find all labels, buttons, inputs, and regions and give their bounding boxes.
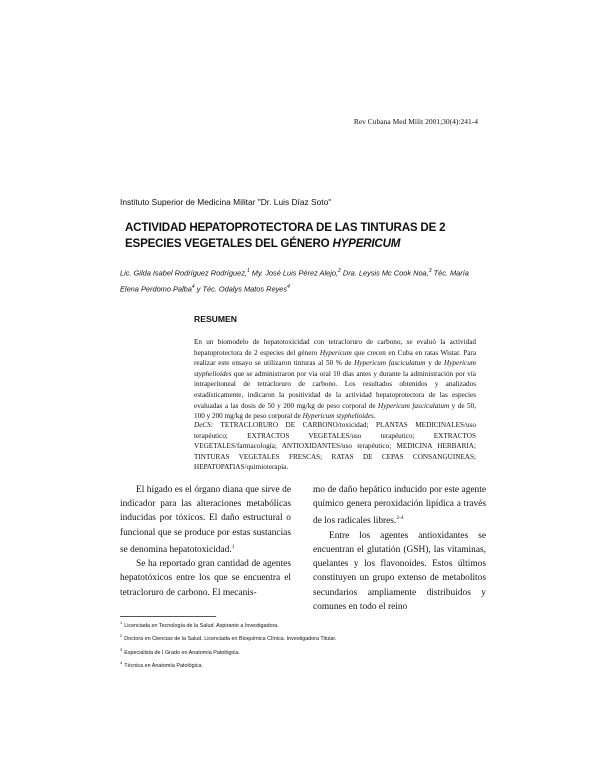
decs-label: DeCS: <box>194 421 214 429</box>
footnote-mark: 1 <box>120 620 123 625</box>
footnote-mark: 3 <box>120 646 123 652</box>
footnote-text: Licenciada en Tecnología de la Salud. Aspirante a Investigadora. <box>124 622 279 629</box>
footnote-text: Especialista de I Grado en Anatomía Patológica. <box>124 649 240 656</box>
author-affiliation-mark: 3 <box>428 268 432 274</box>
author-name: Dra. Leysis Mc Cook Noa, <box>340 268 429 278</box>
species-name: Hypericum <box>319 348 352 357</box>
footnote-item <box>120 618 490 631</box>
abstract-segment: . <box>373 412 376 421</box>
species-name: Hypericum styphelioides <box>194 359 476 378</box>
abstract-segment: que crecen en Cuba en ratas Wistar. Para realizar este ensayo se utilizaron tinturas al 50 % de <box>194 348 477 368</box>
abstract-segment: que se administraron por vía oral 10 días antes y durante la administración por vía intraperitoneal de tetracloruro de carbono. Los resultados obtenidos y analizados estadísticamente, indicaron la positividad de la actividad hepatoprotectora de las especies evaluadas a las dosis de 50 y 200 mg/kg de peso corporal de <box>194 369 476 410</box>
abstract-heading: RESUMEN <box>194 314 237 324</box>
author-affiliation-mark: 4 <box>287 284 290 291</box>
footnote-divider <box>120 616 216 617</box>
decs-keywords <box>194 420 476 473</box>
reference-mark: 2-4 <box>396 515 404 522</box>
paragraph-text: Entre los agentes antioxidantes se encuentran el glutatión (GSH), las vitaminas, quelantes y los flavonoides. Estos últimos constituyen un grupo extenso de metabolitos secundarios ampliamente distribuidos y comunes en todo el reino <box>313 530 486 612</box>
reference-mark: 1 <box>231 543 235 550</box>
paragraph-text: mo de daño hepático inducido por este agente químico genera peroxidación lipídica a través de los radicales libres. <box>313 485 486 527</box>
author-name: y Téc. Odalys Matos Reyes <box>194 284 288 294</box>
journal-citation: Rev Cubana Med Milit 2001;30(4):241-4 <box>353 117 478 126</box>
paragraph-text: El hígado es el órgano diana que sirve de indicador para las alteraciones metabólicas inducidas por tóxicos. El daño estructural o funcional que se produce por estas sustancias se denomina hepatotoxicidad. <box>120 485 291 555</box>
article-title-genus: HYPERICUM <box>332 237 401 250</box>
footnotes <box>120 618 490 672</box>
article-title <box>125 220 485 252</box>
species-name: Hypericum styphelioides <box>302 412 374 421</box>
body-paragraph <box>120 483 291 557</box>
paragraph-text: Se ha reportado gran cantidad de agentes hepatotóxicos entre los que se encuentra el tetracloruro de carbono. El mecanis- <box>120 559 291 598</box>
footnote-mark: 2 <box>120 633 123 639</box>
abstract-segment: y de 50, 100 y 200 mg/kg de peso corporal de <box>194 401 476 421</box>
footnote-mark: 4 <box>120 660 123 666</box>
institute-name: Instituto Superior de Medicina Militar "Dr. Luis Díaz Soto" <box>120 197 332 207</box>
author-name: Lic. Gilda Isabel Rodríguez Rodríguez, <box>120 268 247 278</box>
body-paragraph <box>120 557 291 600</box>
abstract-segment: y de <box>425 359 445 368</box>
footnote-text: Doctora en Ciencias de la Salud. Licenciada en Bioquímica Clínica. Investigadora Titular. <box>124 636 337 643</box>
author-affiliation-mark: 4 <box>191 284 195 291</box>
author-list <box>120 264 486 297</box>
body-paragraph <box>313 529 486 614</box>
footnote-item <box>120 631 490 644</box>
body-column-right <box>313 483 486 614</box>
author-affiliation-mark: 1 <box>246 268 250 274</box>
author-affiliation-mark: 2 <box>338 268 341 274</box>
body-paragraph <box>313 483 486 529</box>
decs-text: TETRACLORURO DE CARBONO/toxicidad; PLANTAS MEDICINALES/uso terapéutico; EXTRACTOS VEGETALES/uso terapéutico; EXTRACTOS VEGETALES/farmacología; ANTIOXIDANTES/uso terapéutico; MEDICINA HERBARIA; TINTURAS VEGETALES FRESCAS; RATAS DE CEPAS CONSANGUINEAS; HEPATOPATIAS/quimioterapia. <box>194 421 476 472</box>
article-title-main: ACTIVIDAD HEPATOPROTECTORA DE LAS TINTURAS DE 2 ESPECIES VEGETALES DEL GÉNERO <box>125 221 446 250</box>
footnote-item <box>120 645 490 658</box>
footnote-text: Técnica en Anatomía Patológica. <box>124 662 204 669</box>
footnote-item <box>120 658 490 671</box>
species-name: Hypericum fasciculatum <box>378 401 450 410</box>
abstract-text <box>194 337 476 422</box>
species-name: Hypericum fasciculatum <box>354 359 426 368</box>
body-column-left <box>120 483 291 600</box>
author-name: My. José Luis Pérez Alejo, <box>249 268 339 278</box>
author-name: Téc. María Elena Perdomo Palba <box>120 268 469 294</box>
abstract-segment: En un biomodelo de hepatotoxicidad con tetracloruro de carbono, se evaluó la actividad hepatoprotectora de 2 especies del género <box>194 338 476 357</box>
